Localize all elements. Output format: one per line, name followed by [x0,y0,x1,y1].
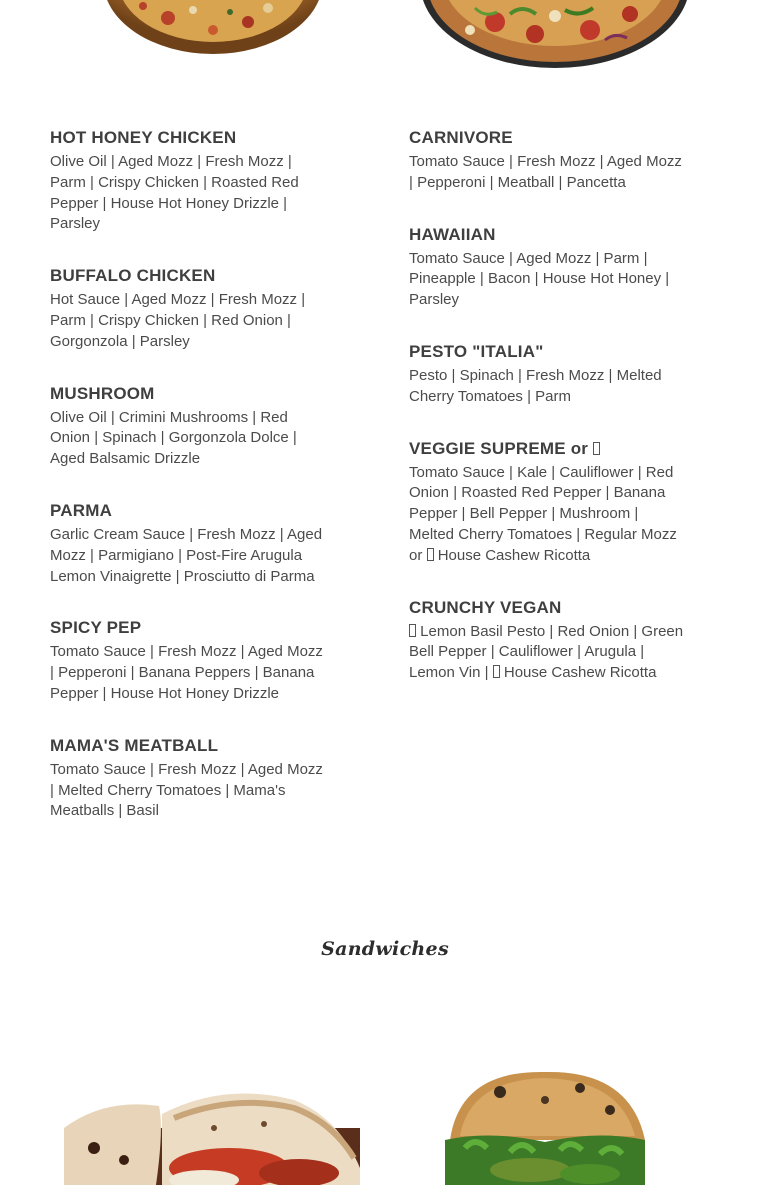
menu-item-name: MAMA'S MEATBALL [50,735,219,755]
menu-item-description-part: House Cashew Ricotta [503,664,657,682]
menu-item-description-part: House Cashew Ricotta [437,546,591,564]
menu-item-description-part: Lemon Basil Pesto | Red Onion | Green Bell Pepper | Cauliflower | Arugula | Lemon Vin | [409,622,684,682]
menu-item-mushroom [50,383,325,470]
menu-item-description: Olive Oil | Aged Mozz | Fresh Mozz | Parm | Crispy Chicken | Roasted Red Pepper | House Hot Honey Drizzle | Parsley [50,153,299,233]
menu-item-hot-honey-chicken [50,127,325,235]
menu-item-name: MUSHROOM [50,383,155,403]
menu-item-parma [50,500,325,587]
pizza-image-right [415,0,695,72]
menu-item-name-text: VEGGIE SUPREME or [409,438,589,458]
vegan-icon [409,624,416,637]
menu-item-description: Tomato Sauce | Aged Mozz | Parm | Pineapple | Bacon | House Hot Honey | Parsley [409,249,670,309]
menu-item-description: Tomato Sauce | Fresh Mozz | Aged Mozz | Pepperoni | Meatball | Pancetta [409,153,682,191]
menu-item-name: PESTO "ITALIA" [409,341,544,361]
menu-item-description: Pesto | Spinach | Fresh Mozz | Melted Cherry Tomatoes | Parm [409,366,662,405]
menu-item-veggie-supreme [409,438,684,567]
menu-item-description-part: Tomato Sauce | Kale | Cauliflower | Red Onion | Roasted Red Pepper | Banana Pepper | Bell Pepper | Mushroom | Melted Cherry Tomatoes | Regular Mozz or [409,463,677,564]
menu-item-name: CRUNCHY VEGAN [409,597,562,617]
menu-item-description: Hot Sauce | Aged Mozz | Fresh Mozz | Parm | Crispy Chicken | Red Onion | Gorgonzola | Parsley [50,291,306,350]
menu-item-buffalo-chicken [50,265,325,352]
menu-item-name: HOT HONEY CHICKEN [50,128,237,147]
menu-item-pesto-italia [409,341,684,408]
menu-item-name: PARMA [50,500,113,520]
sandwich-image-right [440,1070,650,1185]
menu-column-right [409,127,684,714]
menu-item-description [409,463,684,567]
menu-item-name [409,438,684,460]
menu-item-spicy-pep [50,617,325,704]
menu-item-carnivore [409,127,684,194]
section-title-sandwiches: Sandwiches [321,938,449,960]
menu-item-description: Tomato Sauce | Fresh Mozz | Aged Mozz | Pepperoni | Banana Peppers | Banana Pepper | House Hot Honey Drizzle [50,643,323,702]
menu-column-left [50,127,325,852]
menu-item-description: Garlic Cream Sauce | Fresh Mozz | Aged Mozz | Parmigiano | Post-Fire Arugula Lemon Vinaigrette | Prosciutto di Parma [50,525,323,585]
menu-item-description: Olive Oil | Crimini Mushrooms | Red Onion | Spinach | Gorgonzola Dolce | Aged Balsamic Drizzle [50,408,297,468]
vegan-icon [427,548,434,561]
menu-item-name: CARNIVORE [409,128,513,147]
vegan-icon [493,665,500,678]
sandwich-image-left [64,1088,360,1185]
menu-item-description [409,622,684,684]
menu-item-crunchy-vegan [409,597,684,684]
menu-item-name: SPICY PEP [50,618,142,638]
menu-item-name: BUFFALO CHICKEN [50,266,216,286]
menu-item-description: Tomato Sauce | Fresh Mozz | Aged Mozz | Melted Cherry Tomatoes | Mama's Meatballs | Basil [50,760,323,820]
vegan-icon [593,442,600,455]
menu-item-hawaiian [409,224,684,311]
menu-item-name: HAWAIIAN [409,224,496,244]
menu-item-mamas-meatball [50,735,325,822]
pizza-image-left [98,0,328,56]
